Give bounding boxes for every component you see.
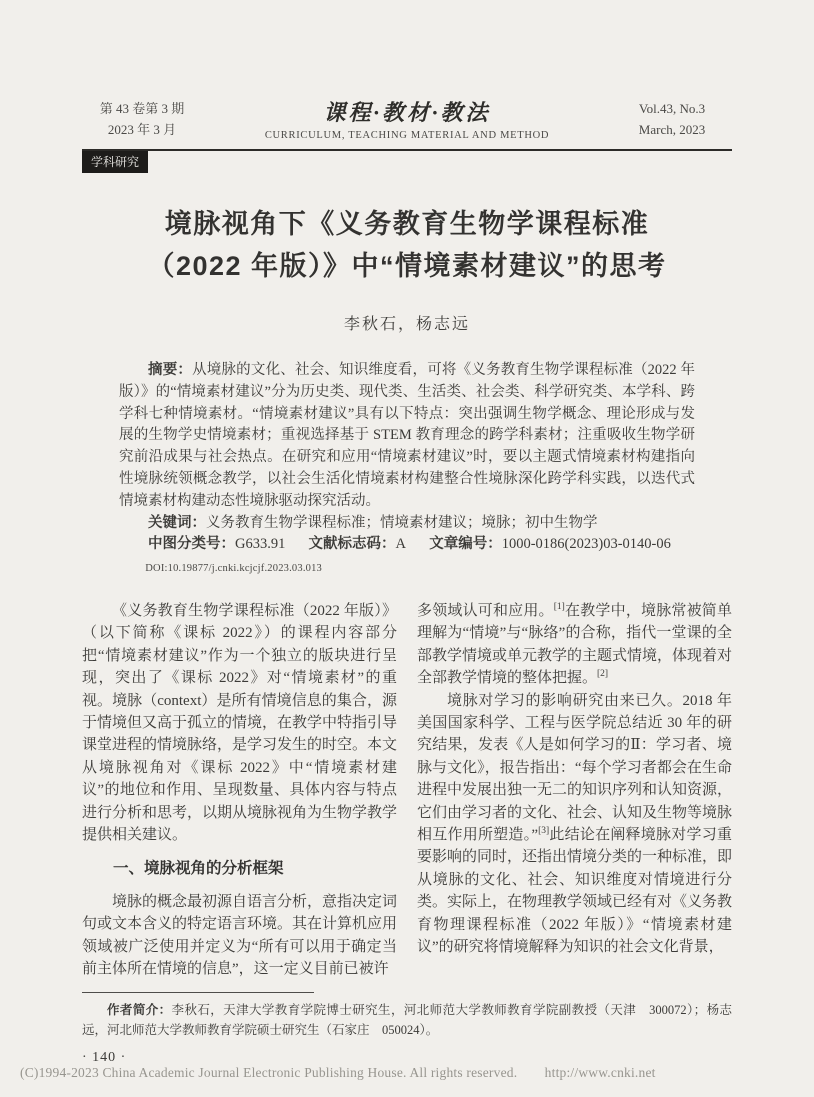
- header-rule: [82, 149, 732, 151]
- footnote-area: [82, 992, 732, 1066]
- date-line-en: March, 2023: [638, 121, 706, 137]
- citation-ref: [1]: [553, 601, 565, 612]
- keywords-label: 关键词：: [148, 514, 206, 531]
- section-heading: 一、境脉视角的分析框架: [113, 860, 284, 878]
- abstract-label: 摘要：: [148, 362, 193, 378]
- journal-title-cn: 课程·教材·教法: [323, 100, 491, 125]
- classification-line: [119, 534, 695, 556]
- title-line-1: 境脉视角下《义务教育生物学课程标准: [164, 209, 650, 239]
- journal-header: [82, 96, 732, 141]
- body-columns: [82, 600, 732, 981]
- paper-page: [82, 0, 732, 1066]
- doi-line: DOI:10.19877/j.cnki.kcjcjf.2023.03.013: [145, 563, 322, 575]
- article-no-value: 1000-0186(2023)03-0140-06: [501, 536, 671, 553]
- abstract-text: 从境脉的文化、社会、知识维度看，可将《义务教育生物学课程标准（2022 年版）》的“情境素材建议”分为历史类、现代类、生活类、社会类、科学研究类、本学科、跨学科七种情境素材。“情境素材建议”具有以下特点：突出强调生物学概念、理论形成与发展的生物学史情境素材；重视选择基于 STEM 教育理念的跨学科素材；注重吸收生物学研究前沿成果与社会热点。在研究和应用“情境素材建议”时，要以主题式情境素材构建指向性境脉统领概念教学，以社会生活化情境素材构建整合性境脉深化跨学科实践，以迭代式情境素材构建动态性境脉驱动探究活动。: [119, 362, 696, 509]
- authors: 李秋石，杨志远: [343, 316, 470, 333]
- page-number: · 140 ·: [82, 1050, 127, 1066]
- bio-label: 作者简介：: [107, 1003, 172, 1018]
- bio-text: 李秋石，天津大学教育学院博士研究生，河北师范大学教师教育学院副教授（天津 300072）；杨志远，河北师范大学教师教育学院硕士研究生（石家庄 050024）。: [82, 1003, 732, 1037]
- date-line: 2023 年 3 月: [107, 121, 177, 137]
- volume-issue-cn: [82, 98, 202, 140]
- article-no-label: 文章编号：: [429, 536, 502, 553]
- body-paragraph: 境脉的概念最初源自语言分析，意指决定词句或文本含义的特定语言环境。其在计算机应用领域被广泛使用并定义为“所有可以用于确定当前主体所在情境的信息”，这一定义目前已被许: [82, 893, 398, 978]
- article-title: [82, 203, 732, 287]
- keywords-text: 义务教育生物学课程标准；情境素材建议；境脉；初中生物学: [206, 514, 598, 531]
- keywords-line: [119, 513, 695, 535]
- body-paragraph: 《义务教育生物学课程标准（2022 年版）》（以下简称《课标 2022》）的课程内容部分把“情境素材建议”作为一个独立的版块进行呈现，突出了《课标 2022》对“情境素材”的重视。境脉（context）是所有情境信息的集合，源于情境但又高于孤立的情境，在教学中特指引导课堂进程的情境脉络，是学习发生的时空。本文从境脉视角对《课标 2022》中“情境素材建议”的地位和作用、呈现数量、具体内容与特点进行分析和思考，以期从境脉视角为生物学教学提供相关建议。: [82, 602, 398, 844]
- journal-title-block: [202, 96, 612, 141]
- abstract-paragraph: [119, 360, 695, 513]
- left-column: [82, 600, 397, 981]
- volume-line: 第 43 卷第 3 期: [99, 100, 185, 116]
- volume-line-en: Vol.43, No.3: [638, 100, 706, 116]
- citation-ref: [2]: [597, 669, 609, 680]
- abstract-block: [82, 360, 732, 580]
- clc-label: 中图分类号：: [148, 536, 235, 553]
- copyright-line: (C)1994-2023 China Academic Journal Electronic Publishing House. All rights reserved. http://www.cnki.net: [20, 1065, 656, 1080]
- clc-value: G633.91: [235, 536, 286, 553]
- doc-code-value: A: [395, 536, 407, 553]
- title-line-2: （2022 年版）》中“情境素材建议”的思考: [147, 251, 667, 281]
- volume-issue-en: [612, 98, 732, 140]
- footnote-rule: [82, 992, 314, 993]
- body-paragraph: 境脉对学习的影响研究由来已久。2018 年美国国家科学、工程与医学院总结近 30 年的研究结果，发表《人是如何学习的Ⅱ：学习者、境脉与文化》，报告指出：“每个学习者都会在生命进程中发展出独一无二的知识序列和认知资源，它们由学习者的文化、社会、认知及生物等境脉相互作用所塑造。”[3]此结论在阐释境脉对学习重要影响的同时，还指出情境分类的一种标准，即从境脉的文化、社会、知识维度对情境进行分类。实际上，在物理教学领域已经有对《义务教育物理课程标准（2022 年版）》“情境素材建议”的研究将情境解释为知识的社会文化背景，: [417, 692, 733, 956]
- citation-ref: [3]: [538, 826, 550, 837]
- doc-code-label: 文献标志码：: [308, 536, 396, 553]
- journal-title-en: CURRICULUM, TEACHING MATERIAL AND METHOD: [264, 130, 550, 141]
- author-bio: [82, 1001, 732, 1040]
- body-paragraph: 多领域认可和应用。[1]在教学中，境脉常被简单理解为“情境”与“脉络”的合称，指代一堂课的全部教学情境或单元教学的主题式情境，体现着对全部教学情境的整体把握。[2]: [417, 601, 733, 687]
- right-column: [417, 600, 732, 981]
- section-badge: 学科研究: [82, 151, 148, 173]
